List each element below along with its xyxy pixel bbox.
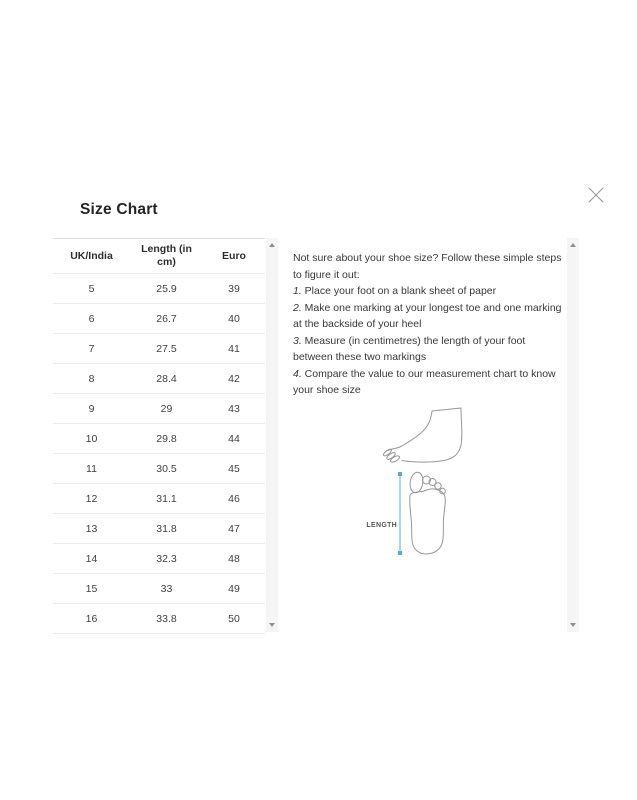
table-row bbox=[53, 454, 265, 484]
table-cell: 28.4 bbox=[130, 364, 203, 394]
measure-bottom-endpoint-icon bbox=[398, 551, 402, 555]
table-cell: 5 bbox=[53, 274, 130, 304]
table-cell: 32.3 bbox=[130, 544, 203, 574]
instruction-step: 2. Make one marking at your longest toe and one marking at the backside of your heel bbox=[293, 301, 562, 330]
step-number: 2. bbox=[293, 301, 302, 314]
instructions-steps bbox=[293, 283, 565, 399]
table-cell: 31.8 bbox=[130, 514, 203, 544]
table-row bbox=[53, 604, 265, 634]
table-cell: 9 bbox=[53, 394, 130, 424]
size-table-body bbox=[53, 274, 265, 634]
panel-scrollbar[interactable] bbox=[567, 238, 579, 632]
scroll-up-icon[interactable] bbox=[570, 243, 576, 247]
table-cell: 47 bbox=[203, 514, 265, 544]
table-cell: 29 bbox=[130, 394, 203, 424]
close-icon bbox=[585, 184, 607, 206]
size-table bbox=[53, 238, 265, 634]
table-cell: 31.1 bbox=[130, 484, 203, 514]
table-cell: 8 bbox=[53, 364, 130, 394]
table-scrollbar[interactable] bbox=[266, 238, 278, 632]
table-cell: 33 bbox=[130, 574, 203, 604]
foot-sole-view-icon bbox=[405, 469, 453, 557]
step-number: 3. bbox=[293, 334, 302, 347]
table-cell: 29.8 bbox=[130, 424, 203, 454]
scroll-down-icon[interactable] bbox=[269, 623, 275, 627]
length-label: LENGTH bbox=[366, 522, 397, 529]
scroll-up-icon[interactable] bbox=[269, 243, 275, 247]
table-cell: 33.8 bbox=[130, 604, 203, 634]
header-uk-india: UK/India bbox=[53, 239, 130, 274]
step-number: 1. bbox=[293, 285, 302, 297]
scroll-down-icon[interactable] bbox=[570, 623, 576, 627]
length-measure-line bbox=[399, 474, 401, 551]
table-cell: 25.9 bbox=[130, 274, 203, 304]
table-cell: 45 bbox=[203, 454, 265, 484]
table-cell: 6 bbox=[53, 304, 130, 334]
table-cell: 42 bbox=[203, 364, 265, 394]
table-cell: 26.7 bbox=[130, 304, 203, 334]
foot-diagram bbox=[350, 400, 480, 562]
table-cell: 7 bbox=[53, 334, 130, 364]
table-cell: 16 bbox=[53, 604, 130, 634]
table-cell: 43 bbox=[203, 394, 265, 424]
step-number: 4. bbox=[293, 367, 302, 380]
close-button[interactable] bbox=[583, 182, 609, 208]
table-cell: 15 bbox=[53, 574, 130, 604]
table-row bbox=[53, 364, 265, 394]
table-row bbox=[53, 574, 265, 604]
table-cell: 30.5 bbox=[130, 454, 203, 484]
instructions-intro: Not sure about your shoe size? Follow these simple steps to figure it out: bbox=[293, 252, 562, 281]
table-header-row bbox=[53, 239, 265, 274]
table-row bbox=[53, 274, 265, 304]
table-row bbox=[53, 394, 265, 424]
table-row bbox=[53, 514, 265, 544]
table-cell: 41 bbox=[203, 334, 265, 364]
header-euro: Euro bbox=[203, 239, 265, 274]
header-length-cm: Length (in cm) bbox=[130, 239, 203, 274]
table-cell: 50 bbox=[203, 604, 265, 634]
instruction-step: 1. Place your foot on a blank sheet of paper bbox=[293, 285, 497, 297]
table-cell: 27.5 bbox=[130, 334, 203, 364]
foot-side-view-icon bbox=[381, 405, 465, 467]
instruction-step: 4. Compare the value to our measurement chart to know your shoe size bbox=[293, 367, 556, 396]
table-cell: 14 bbox=[53, 544, 130, 574]
table-cell: 39 bbox=[203, 274, 265, 304]
table-row bbox=[53, 424, 265, 454]
table-row bbox=[53, 544, 265, 574]
modal-title: Size Chart bbox=[80, 201, 158, 218]
table-cell: 11 bbox=[53, 454, 130, 484]
measure-top-endpoint-icon bbox=[398, 472, 402, 476]
table-row bbox=[53, 334, 265, 364]
table-row bbox=[53, 304, 265, 334]
table-cell: 12 bbox=[53, 484, 130, 514]
table-cell: 49 bbox=[203, 574, 265, 604]
table-cell: 10 bbox=[53, 424, 130, 454]
instruction-step: 3. Measure (in centimetres) the length of your foot between these two markings bbox=[293, 334, 526, 363]
table-row bbox=[53, 484, 265, 514]
table-cell: 48 bbox=[203, 544, 265, 574]
table-cell: 13 bbox=[53, 514, 130, 544]
instructions-panel bbox=[293, 250, 565, 399]
table-cell: 40 bbox=[203, 304, 265, 334]
table-cell: 44 bbox=[203, 424, 265, 454]
table-cell: 46 bbox=[203, 484, 265, 514]
